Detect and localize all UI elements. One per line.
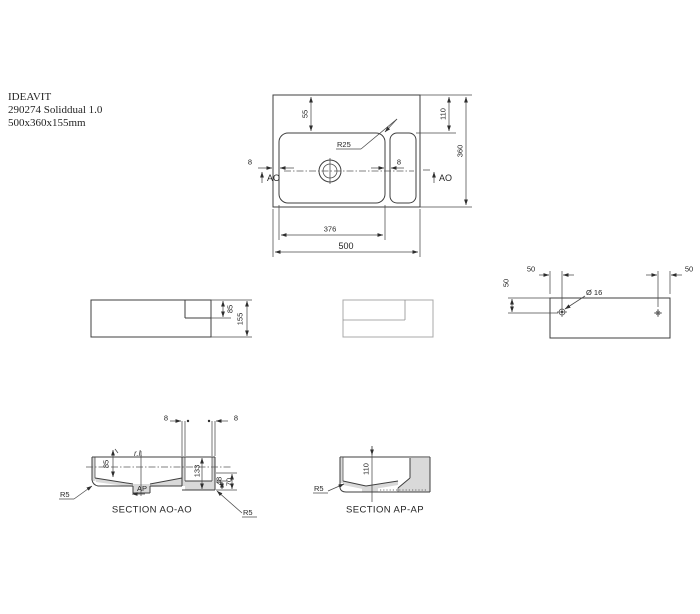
cut-fill bbox=[362, 487, 378, 492]
leader-line bbox=[361, 119, 397, 149]
leader-arrow bbox=[385, 119, 397, 132]
leader-line bbox=[74, 486, 92, 499]
handwritten-note: r.l. bbox=[134, 449, 143, 458]
dim-8-right: 8 bbox=[396, 157, 402, 167]
section-ao-ao bbox=[59, 414, 257, 518]
overall-size: 500x360x155mm bbox=[8, 117, 86, 129]
section-ap-ap bbox=[313, 446, 430, 516]
dim-50-top-right: 50 bbox=[684, 264, 694, 274]
dim-70: 70 bbox=[224, 477, 234, 487]
dim-dot bbox=[208, 420, 210, 422]
dim-55: 55 bbox=[300, 109, 310, 119]
radius-callout-right: R5 bbox=[243, 508, 253, 517]
dim-50-top-left: 50 bbox=[526, 264, 536, 274]
dim-48: 48 bbox=[214, 476, 224, 486]
dim-8-right: 8 bbox=[233, 413, 239, 423]
brand-name: IDEAVIT bbox=[8, 91, 52, 103]
radius-callout: R5 bbox=[314, 484, 324, 493]
radius-callout: R25 bbox=[337, 140, 351, 149]
leader-line bbox=[217, 491, 242, 513]
leader-line bbox=[328, 484, 344, 491]
section-marker-ao-right: AO bbox=[439, 173, 453, 183]
radius-callout-left: R5 bbox=[60, 490, 70, 499]
side-outline bbox=[343, 300, 433, 337]
cut-fill bbox=[185, 481, 212, 490]
model-name: 290274 Soliddual 1.0 bbox=[8, 104, 103, 116]
dim-360: 360 bbox=[455, 144, 465, 158]
mounting-hole-right bbox=[654, 309, 662, 317]
section-title-ao: SECTION AO-AO bbox=[111, 504, 193, 516]
outer-outline bbox=[273, 95, 420, 207]
dim-110: 110 bbox=[438, 108, 448, 120]
dim-376: 376 bbox=[323, 224, 337, 234]
cut-marker-ap: AP bbox=[137, 484, 148, 493]
section-marker-ao-left: AO bbox=[267, 173, 281, 183]
hole-diameter-callout: Ø 16 bbox=[586, 288, 603, 297]
tick bbox=[115, 449, 118, 453]
dim-dot bbox=[187, 420, 189, 422]
basin-outline bbox=[279, 133, 385, 203]
side-view bbox=[343, 300, 433, 337]
dim-50-left: 50 bbox=[501, 278, 511, 288]
top-view bbox=[248, 95, 472, 257]
dim-85: 85 bbox=[225, 304, 235, 314]
dim-8-left: 8 bbox=[163, 413, 169, 423]
cut-fill bbox=[398, 458, 430, 492]
front-view bbox=[91, 300, 252, 337]
title-block bbox=[8, 91, 103, 129]
dim-85: 85 bbox=[101, 459, 111, 469]
dim-110: 110 bbox=[361, 463, 371, 475]
bottom-view bbox=[502, 265, 694, 339]
dim-155: 155 bbox=[235, 312, 245, 326]
dim-500: 500 bbox=[338, 241, 354, 251]
bottom-outline bbox=[550, 298, 670, 338]
dim-133: 133 bbox=[192, 464, 202, 478]
dim-8-left: 8 bbox=[247, 157, 253, 167]
section-title-ap: SECTION AP-AP bbox=[345, 504, 425, 516]
